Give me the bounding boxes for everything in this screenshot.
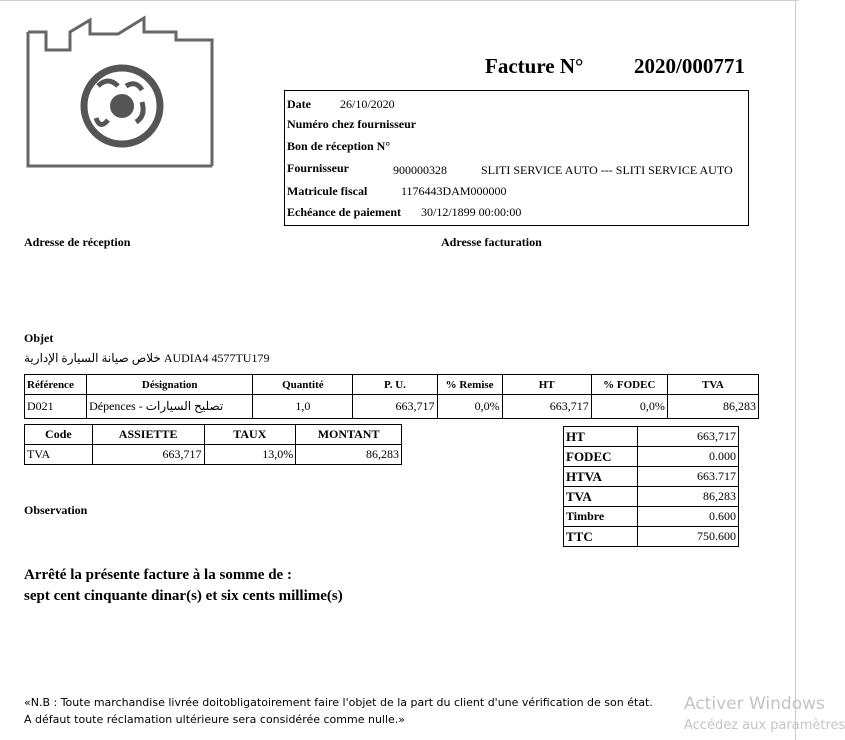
total-value: 86,283 <box>637 487 738 507</box>
totals-row <box>564 527 739 547</box>
tax-assiette: 663,717 <box>92 445 204 465</box>
tax-col-header: TAUX <box>204 425 296 445</box>
table-row <box>25 445 402 465</box>
cell-tva: 86,283 <box>667 395 758 419</box>
totals-row <box>564 467 739 487</box>
page-top-border <box>0 0 799 1</box>
arrete-text <box>24 565 343 607</box>
tax-montant: 86,283 <box>296 445 402 465</box>
totals-table <box>563 426 739 547</box>
col-header: HT <box>502 375 591 395</box>
tax-col-header: ASSIETTE <box>92 425 204 445</box>
total-value: 663,717 <box>637 427 738 447</box>
table-row <box>25 395 759 419</box>
date-label: Date <box>287 97 311 111</box>
total-label: Timbre <box>564 507 638 527</box>
objet-value: خلاص صيانة السيارة الإدارية AUDIA4 4577TU179 <box>24 351 270 365</box>
tax-code: TVA <box>25 445 93 465</box>
invoice-title: Facture N° <box>485 54 584 78</box>
arrete-amount-words: sept cent cinquante dinar(s) et six cents millime(s) <box>24 588 343 604</box>
fournisseur-name: SLITI SERVICE AUTO --- SLITI SERVICE AUTO <box>481 163 733 177</box>
col-header: TVA <box>667 375 758 395</box>
cell-ht: 663,717 <box>502 395 591 419</box>
footer-note <box>24 694 653 728</box>
fournisseur-code: 900000328 <box>393 163 447 177</box>
note-line2: A défaut toute réclamation ultérieure sera considérée comme nulle.» <box>24 713 406 726</box>
total-label: FODEC <box>564 447 638 467</box>
total-label: TVA <box>564 487 638 507</box>
total-label: HT <box>564 427 638 447</box>
tax-header-row <box>25 425 402 445</box>
total-value: 663.717 <box>637 467 738 487</box>
adresse-facturation-label: Adresse facturation <box>441 235 542 249</box>
totals-row <box>564 507 739 527</box>
invoice-info-box <box>284 90 749 226</box>
cell-fodec: 0,0% <box>591 395 667 419</box>
fournisseur-label: Fournisseur <box>287 161 350 175</box>
tax-table <box>24 424 402 465</box>
activation-watermark-title: Activer Windows <box>684 694 825 714</box>
adresse-reception-label: Adresse de réception <box>24 235 131 249</box>
total-value: 0.000 <box>637 447 738 467</box>
cell-designation: Dépences - تصليح السيارات <box>87 395 253 419</box>
matricule-label: Matricule fiscal <box>287 184 368 198</box>
cell-ref: D021 <box>25 395 87 419</box>
page-right-border <box>795 0 796 740</box>
col-header: % Remise <box>437 375 502 395</box>
cell-pu: 663,717 <box>353 395 437 419</box>
activation-watermark-subtitle: Accédez aux paramètres <box>684 718 845 733</box>
invoice-number: 2020/000771 <box>634 54 745 78</box>
num-fournisseur-label: Numéro chez fournisseur <box>287 117 417 131</box>
tax-col-header: Code <box>25 425 93 445</box>
note-line1: «N.B : Toute marchandise livrée doitobligatoirement faire l'objet de la part du client d'une vérification de son état. <box>24 696 653 709</box>
invoice-lines-table <box>24 374 759 419</box>
totals-row <box>564 447 739 467</box>
date-value: 26/10/2020 <box>340 97 395 111</box>
col-header: P. U. <box>353 375 437 395</box>
total-value: 750.600 <box>637 527 738 547</box>
company-logo <box>26 10 216 170</box>
totals-row <box>564 427 739 447</box>
totals-row <box>564 487 739 507</box>
cell-remise: 0,0% <box>437 395 502 419</box>
cell-qty: 1,0 <box>253 395 353 419</box>
objet-label: Objet <box>24 331 54 345</box>
arrete-line1: Arrêté la présente facture à la somme de : <box>24 567 292 583</box>
tax-taux: 13,0% <box>204 445 296 465</box>
total-label: TTC <box>564 527 638 547</box>
table-header-row <box>25 375 759 395</box>
col-header: Désignation <box>87 375 253 395</box>
col-header: Quantité <box>253 375 353 395</box>
echeance-value: 30/12/1899 00:00:00 <box>421 205 522 219</box>
col-header: % FODEC <box>591 375 667 395</box>
echeance-label: Echéance de paiement <box>287 205 401 219</box>
matricule-value: 1176443DAM000000 <box>401 184 507 198</box>
col-header: Référence <box>25 375 87 395</box>
total-value: 0.600 <box>637 507 738 527</box>
total-label: HTVA <box>564 467 638 487</box>
bon-reception-label: Bon de réception N° <box>287 139 391 153</box>
tax-col-header: MONTANT <box>296 425 402 445</box>
observation-label: Observation <box>24 503 88 517</box>
